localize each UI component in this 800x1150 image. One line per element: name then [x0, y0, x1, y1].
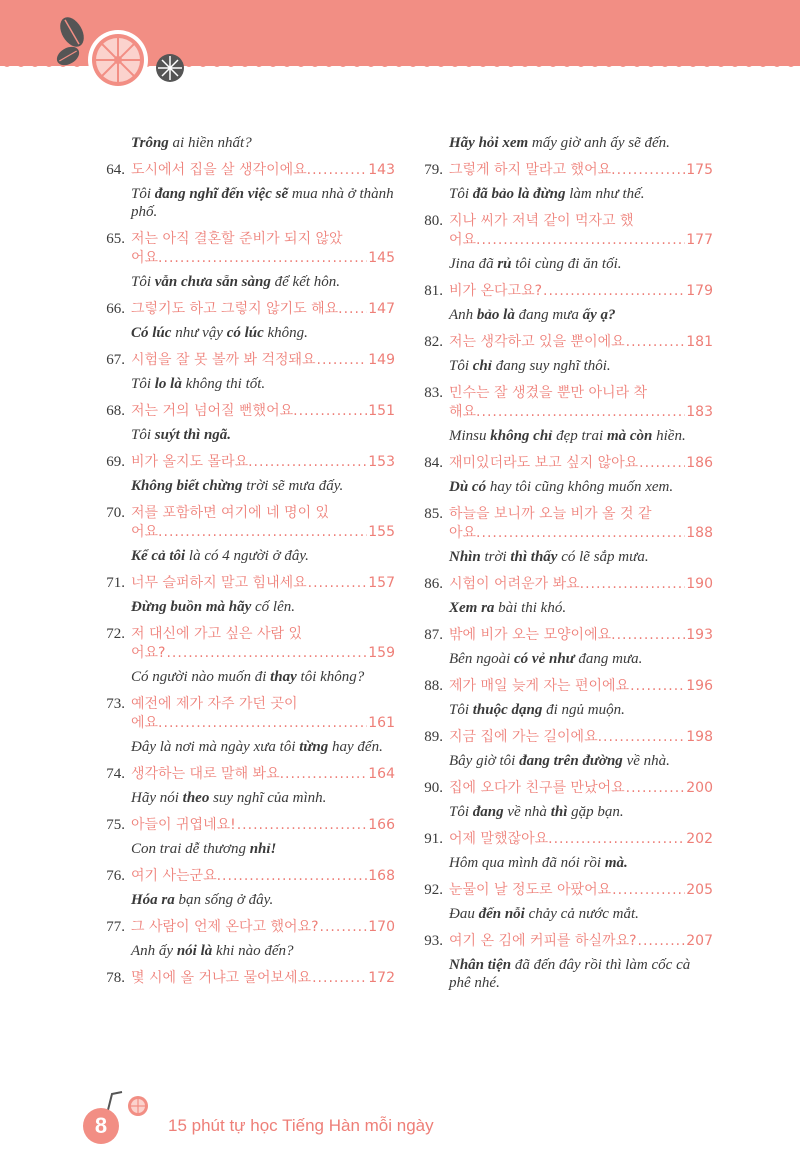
korean-text: 도시에서 집을 살 생각이에요. — [131, 162, 312, 178]
entry-number: 88. — [424, 678, 443, 694]
list-item — [95, 300, 395, 342]
korean-text: 하늘을 보니까 오늘 비가 올 것 같 — [449, 506, 652, 522]
korean-text: 어요. — [131, 250, 163, 266]
vietnamese-translation: Minsu không chỉ đẹp trai mà còn hiền. — [449, 428, 686, 444]
entry-list — [413, 161, 713, 992]
korean-sentence — [449, 626, 713, 645]
list-item — [413, 932, 713, 992]
vietnamese-translation: Tôi lo là không thi tốt. — [131, 376, 266, 392]
korean-sentence — [131, 625, 395, 663]
vietnamese-translation: Dù có hay tôi cũng không muốn xem. — [449, 479, 674, 495]
right-column — [413, 134, 713, 1001]
korean-text: 어요. — [449, 232, 481, 248]
korean-sentence — [131, 969, 395, 988]
list-item — [95, 134, 395, 152]
list-item — [95, 816, 395, 858]
list-item — [413, 881, 713, 923]
korean-sentence — [449, 779, 713, 798]
page-ref: 145 — [368, 250, 395, 266]
korean-sentence — [131, 816, 395, 835]
korean-text: 재미있더라도 보고 싶지 않아요 — [449, 455, 639, 471]
entry-number: 75. — [106, 817, 125, 833]
entry-number: 82. — [424, 334, 443, 350]
korean-text: 생각하는 대로 말해 봐요. — [131, 766, 285, 782]
korean-text: 민수는 잘 생겼을 뿐만 아니라 착 — [449, 385, 648, 401]
vietnamese-translation: Không biết chừng trời sẽ mưa đấy. — [131, 478, 344, 494]
page-ref: 155 — [368, 524, 395, 540]
page-ref: 159 — [368, 645, 395, 661]
korean-sentence — [449, 677, 713, 696]
list-item — [95, 765, 395, 807]
page-ref: 202 — [686, 831, 713, 847]
page-ref: 196 — [686, 678, 713, 694]
korean-text: 아들이 귀엽네요! — [131, 817, 236, 833]
entry-number: 73. — [106, 696, 125, 712]
list-item — [95, 504, 395, 565]
korean-text: 저를 포함하면 여기에 네 명이 있 — [131, 505, 330, 521]
korean-sentence — [131, 230, 395, 268]
page-ref: 164 — [368, 766, 395, 782]
korean-sentence — [449, 881, 713, 900]
korean-text: 밖에 비가 오는 모양이에요. — [449, 627, 616, 643]
korean-sentence — [449, 728, 713, 747]
page-ref: 198 — [686, 729, 713, 745]
entry-number: 78. — [106, 970, 125, 986]
korean-text: 해요. — [449, 404, 481, 420]
korean-sentence — [131, 918, 395, 937]
list-item — [413, 575, 713, 617]
vietnamese-translation: Có lúc như vậy có lúc không. — [131, 325, 308, 341]
entry-number: 69. — [106, 454, 125, 470]
vietnamese-translation: Hôm qua mình đã nói rồi mà. — [449, 855, 628, 871]
korean-text: 어요? — [131, 645, 166, 661]
page-ref: 186 — [686, 455, 713, 471]
vietnamese-translation: Có người nào muốn đi thay tôi không? — [131, 669, 365, 685]
korean-sentence — [449, 282, 713, 301]
list-item — [95, 402, 395, 444]
entry-list — [95, 161, 395, 996]
list-item — [413, 212, 713, 273]
entry-number: 83. — [424, 385, 443, 401]
vietnamese-translation: Tôi đang về nhà thì gặp bạn. — [449, 804, 624, 820]
entry-number: 72. — [106, 626, 125, 642]
vietnamese-translation: Đừng buồn mà hãy cố lên. — [131, 599, 295, 615]
page-ref: 188 — [686, 525, 713, 541]
korean-text: 그 사람이 언제 온다고 했어요? — [131, 919, 319, 935]
page-ref: 170 — [368, 919, 395, 935]
korean-sentence — [131, 695, 395, 733]
entry-number: 64. — [106, 162, 125, 178]
list-item — [95, 574, 395, 616]
korean-text: 지금 집에 가는 길이에요. — [449, 729, 603, 745]
entry-number: 90. — [424, 780, 443, 796]
entry-number: 86. — [424, 576, 443, 592]
page-ref: 205 — [686, 882, 713, 898]
entry-number: 85. — [424, 506, 443, 522]
list-item — [95, 969, 395, 996]
page-ref: 143 — [368, 162, 395, 178]
korean-sentence — [449, 505, 713, 543]
page-ref: 172 — [368, 970, 395, 986]
korean-text: 여기 온 김에 커피를 하실까요? — [449, 933, 637, 949]
korean-sentence — [449, 161, 713, 180]
korean-text: 시험이 어려운가 봐요. — [449, 576, 585, 592]
vietnamese-translation: Tôi vẫn chưa sẵn sàng để kết hôn. — [131, 274, 341, 290]
entry-number: 77. — [106, 919, 125, 935]
vietnamese-translation: Tôi đã bảo là đừng làm như thế. — [449, 186, 645, 202]
list-item — [95, 918, 395, 960]
page-ref: 181 — [686, 334, 713, 350]
list-item — [95, 625, 395, 686]
korean-sentence — [131, 161, 395, 180]
vietnamese-translation: Anh bảo là đang mưa ấy ạ? — [449, 307, 616, 323]
vietnamese-translation: Hãy hỏi xem mấy giờ anh ấy sẽ đến. — [449, 135, 670, 151]
korean-sentence — [131, 402, 395, 421]
page-ref: 207 — [686, 933, 713, 949]
vietnamese-translation: Bây giờ tôi đang trên đường về nhà. — [449, 753, 670, 769]
page-number: 8 — [83, 1108, 119, 1144]
vietnamese-translation: Jina đã rủ tôi cùng đi ăn tối. — [449, 256, 622, 272]
korean-text: 저는 생각하고 있을 뿐이에요 — [449, 334, 625, 350]
korean-sentence — [449, 932, 713, 951]
korean-text: 눈물이 날 정도로 아팠어요 — [449, 882, 612, 898]
list-item — [95, 453, 395, 495]
korean-text: 저는 아직 결혼할 준비가 되지 않았 — [131, 231, 343, 247]
book-title: 15 phút tự học Tiếng Hàn mỗi ngày — [168, 1116, 434, 1135]
vietnamese-translation: Đau đến nỗi chảy cả nước mắt. — [449, 906, 639, 922]
leaf-icon — [54, 43, 83, 69]
vietnamese-translation: Hãy nói theo suy nghĩ của mình. — [131, 790, 327, 806]
korean-text: 저 대신에 가고 싶은 사람 있 — [131, 626, 303, 642]
entry-number: 67. — [106, 352, 125, 368]
list-item — [95, 867, 395, 909]
page-ref: 190 — [686, 576, 713, 592]
entry-number: 92. — [424, 882, 443, 898]
entry-number: 80. — [424, 213, 443, 229]
list-item — [413, 134, 713, 152]
entry-number: 79. — [424, 162, 443, 178]
list-item — [413, 677, 713, 719]
korean-text: 여기 사는군요. — [131, 868, 222, 884]
korean-text: 에요. — [131, 715, 163, 731]
leaf-icon — [55, 13, 88, 51]
korean-text: 비가 올지도 몰라요. — [131, 454, 253, 470]
korean-text: 시험을 잘 못 볼까 봐 걱정돼요 — [131, 352, 316, 368]
list-item — [413, 282, 713, 324]
korean-text: 그렇게 하지 말라고 했어요. — [449, 162, 616, 178]
vietnamese-translation: Hóa ra bạn sống ở đây. — [131, 892, 274, 908]
entry-number: 81. — [424, 283, 443, 299]
vietnamese-translation: Trông ai hiền nhất? — [131, 135, 252, 151]
list-item — [413, 728, 713, 770]
vietnamese-translation: Con trai dễ thương nhỉ! — [131, 841, 277, 857]
entry-number: 66. — [106, 301, 125, 317]
page-ref: 153 — [368, 454, 395, 470]
page-ref: 157 — [368, 575, 395, 591]
page-ref: 151 — [368, 403, 395, 419]
korean-sentence — [131, 504, 395, 542]
korean-text: 어제 말했잖아요. — [449, 831, 553, 847]
left-column — [95, 134, 395, 996]
entry-number: 71. — [106, 575, 125, 591]
korean-sentence — [131, 867, 395, 886]
page-ref: 147 — [368, 301, 395, 317]
list-item — [413, 626, 713, 668]
vietnamese-translation: Tôi đang nghĩ đến việc sẽ mua nhà ở thành phố. — [131, 186, 394, 220]
korean-text: 지나 씨가 저녁 같이 먹자고 했 — [449, 213, 634, 229]
korean-text: 저는 거의 넘어질 뻔했어요. — [131, 403, 298, 419]
entry-number: 87. — [424, 627, 443, 643]
grapefruit-leaf-decoration — [50, 10, 210, 100]
page-ref: 193 — [686, 627, 713, 643]
korean-text: 아요. — [449, 525, 481, 541]
korean-sentence — [449, 384, 713, 422]
grapefruit-slice-icon — [88, 30, 148, 90]
entry-number: 91. — [424, 831, 443, 847]
vietnamese-translation: Xem ra bài thi khó. — [449, 600, 567, 616]
vietnamese-translation: Nhìn trời thì thấy có lẽ sắp mưa. — [449, 549, 649, 565]
korean-sentence — [131, 351, 395, 370]
korean-text: 예전에 제가 자주 가던 곳이 — [131, 696, 298, 712]
korean-sentence — [131, 300, 395, 319]
korean-text: 어요. — [131, 524, 163, 540]
entry-number: 70. — [106, 505, 125, 521]
korean-sentence — [449, 212, 713, 250]
korean-sentence — [131, 574, 395, 593]
page-ref: 200 — [686, 780, 713, 796]
korean-text: 몇 시에 올 거냐고 물어보세요 — [131, 970, 312, 986]
vietnamese-translation: Tôi chỉ đang suy nghĩ thôi. — [449, 358, 611, 374]
list-item — [95, 230, 395, 291]
list-item — [95, 695, 395, 756]
entry-number: 89. — [424, 729, 443, 745]
list-item — [413, 454, 713, 496]
entry-number: 76. — [106, 868, 125, 884]
korean-text: 집에 오다가 친구를 만났어요 — [449, 780, 625, 796]
entry-number: 65. — [106, 231, 125, 247]
korean-sentence — [131, 453, 395, 472]
entry-number: 74. — [106, 766, 125, 782]
list-item — [413, 384, 713, 445]
korean-text: 그렇기도 하고 그렇지 않기도 해요. — [131, 301, 343, 317]
vietnamese-translation: Bên ngoài có vẻ như đang mưa. — [449, 651, 643, 667]
page-ref: 161 — [368, 715, 395, 731]
list-item — [413, 779, 713, 821]
list-item — [413, 505, 713, 566]
page-ref: 166 — [368, 817, 395, 833]
korean-text: 너무 슬퍼하지 말고 힘내세요 — [131, 575, 307, 591]
korean-text: 제가 매일 늦게 자는 편이에요 — [449, 678, 630, 694]
korean-sentence — [131, 765, 395, 784]
entry-number: 68. — [106, 403, 125, 419]
vietnamese-translation: Anh ấy nói là khi nào đến? — [131, 943, 294, 959]
list-item — [95, 351, 395, 393]
vietnamese-translation: Đây là nơi mà ngày xưa tôi từng hay đến. — [131, 739, 383, 755]
page-ref: 183 — [686, 404, 713, 420]
entry-number: 93. — [424, 933, 443, 949]
korean-sentence — [449, 830, 713, 849]
list-item — [413, 333, 713, 375]
entry-number: 84. — [424, 455, 443, 471]
korean-sentence — [449, 333, 713, 352]
vietnamese-translation: Nhân tiện đã đến đây rồi thì làm cốc cà phê nhé. — [449, 957, 691, 991]
korean-text: 비가 온다고요? — [449, 283, 543, 299]
vietnamese-translation: Tôi suýt thì ngã. — [131, 427, 232, 443]
dark-grapefruit-slice-icon — [156, 54, 184, 82]
page-ref: 179 — [686, 283, 713, 299]
list-item — [413, 830, 713, 872]
vietnamese-translation: Kể cả tôi là có 4 người ở đây. — [131, 548, 309, 564]
page-ref: 175 — [686, 162, 713, 178]
list-item — [413, 161, 713, 203]
page-ref: 168 — [368, 868, 395, 884]
korean-sentence — [449, 454, 713, 473]
vietnamese-translation: Tôi thuộc dạng đi ngủ muộn. — [449, 702, 625, 718]
list-item — [95, 161, 395, 221]
page-ref: 177 — [686, 232, 713, 248]
page-ref: 149 — [368, 352, 395, 368]
korean-sentence — [449, 575, 713, 594]
